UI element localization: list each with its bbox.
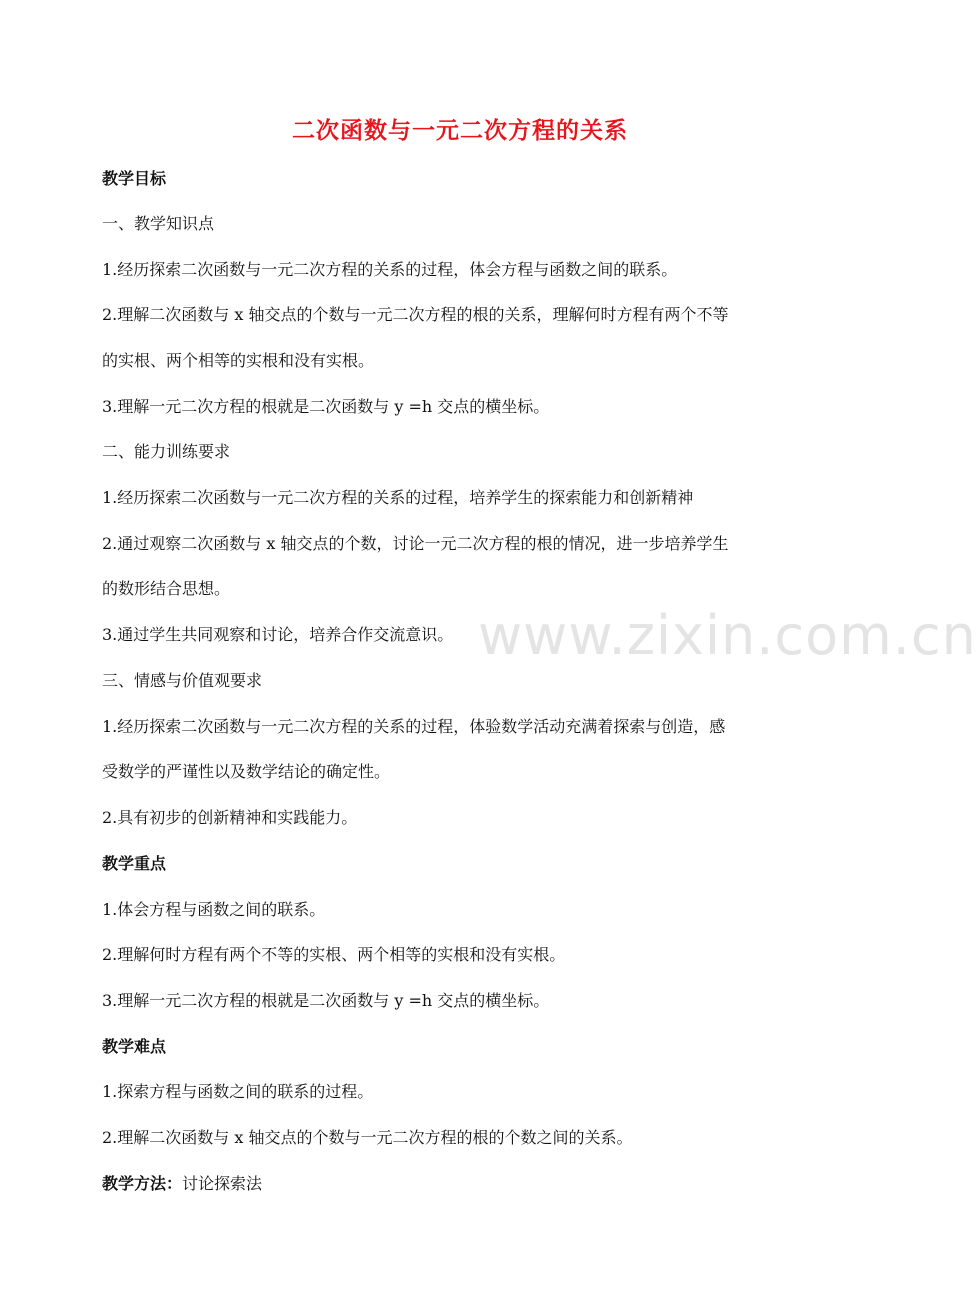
paragraph: 受数学的严谨性以及数学结论的确定性。 [102, 762, 391, 781]
teaching-method-label: 教学方法： [102, 1174, 183, 1193]
section-heading-difficulties: 教学难点 [102, 1037, 167, 1056]
paragraph: 的实根、两个相等的实根和没有实根。 [102, 351, 375, 370]
paragraph: 的数形结合思想。 [102, 579, 231, 598]
paragraph: 2.具有初步的创新精神和实践能力。 [102, 808, 358, 827]
teaching-method-value: 讨论探索法 [182, 1174, 263, 1193]
paragraph: 1.经历探索二次函数与一元二次方程的关系的过程，培养学生的探索能力和创新精神 [102, 488, 694, 507]
teaching-method [102, 1173, 832, 1195]
paragraph: 2.理解二次函数与 x 轴交点的个数与一元二次方程的根的个数之间的关系。 [102, 1128, 633, 1147]
document-title: 二次函数与一元二次方程的关系 [292, 117, 628, 144]
paragraph: 1.经历探索二次函数与一元二次方程的关系的过程，体验数学活动充满着探索与创造，感 [102, 717, 726, 736]
section-heading-objectives: 教学目标 [102, 169, 167, 188]
paragraph: 1.探索方程与函数之间的联系的过程。 [102, 1082, 374, 1101]
paragraph: 3.通过学生共同观察和讨论，培养合作交流意识。 [102, 625, 454, 644]
paragraph: 3.理解一元二次方程的根就是二次函数与 y =h 交点的横坐标。 [102, 397, 550, 416]
paragraph: 2.通过观察二次函数与 x 轴交点的个数，讨论一元二次方程的根的情况，进一步培养学生 [102, 534, 729, 553]
paragraph: 1.体会方程与函数之间的联系。 [102, 900, 326, 919]
paragraph: 3.理解一元二次方程的根就是二次函数与 y =h 交点的横坐标。 [102, 991, 550, 1010]
subheading-ability: 二、能力训练要求 [102, 442, 231, 461]
subheading-emotion: 三、情感与价值观要求 [102, 671, 263, 690]
paragraph: 2.理解何时方程有两个不等的实根、两个相等的实根和没有实根。 [102, 945, 566, 964]
paragraph: 1.经历探索二次函数与一元二次方程的关系的过程，体会方程与函数之间的联系。 [102, 260, 678, 279]
paragraph: 2.理解二次函数与 x 轴交点的个数与一元二次方程的根的关系，理解何时方程有两个不等 [102, 305, 729, 324]
section-heading-key-points: 教学重点 [102, 854, 167, 873]
watermark: www.zixin.com.cn [478, 604, 977, 667]
subheading-knowledge: 一、教学知识点 [102, 214, 215, 233]
